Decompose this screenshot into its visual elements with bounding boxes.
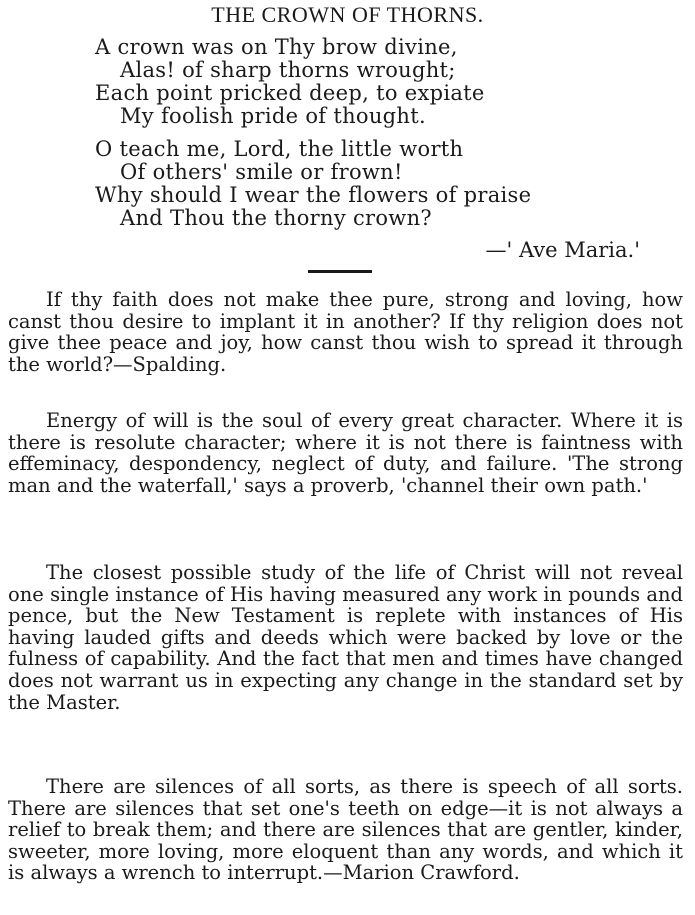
poem-line: Each point pricked deep, to expiate — [95, 81, 485, 105]
poem-line: O teach me, Lord, the little worth — [95, 137, 464, 161]
paragraph-christ — [8, 562, 683, 713]
poem-stanza-1 — [95, 36, 615, 128]
poem-stanza-2 — [95, 138, 615, 230]
poem-line: A crown was on Thy brow divine, — [95, 35, 458, 59]
paragraph-faith — [8, 289, 683, 375]
paragraph-text: Energy of will is the soul of every great character. Where it is there is resolute character; where it is not there is faintness with effeminacy, despondency, neglect of duty, and failure. 'The strong man and the waterfall,' says a proverb, 'channel their own path.' — [8, 409, 683, 497]
paragraph-text: If thy faith does not make thee pure, strong and loving, how canst thou desire to implant it in another? If thy religion does not give thee peace and joy, how canst thou wish to spread it through the world?—Spalding. — [8, 288, 683, 376]
poem-title: THE CROWN OF THORNS. — [211, 2, 484, 27]
poem-line: And Thou the thorny crown? — [120, 206, 432, 230]
poem-line: Alas! of sharp thorns wrought; — [120, 58, 456, 82]
paragraph-text: There are silences of all sorts, as there is speech of all sorts. There are silences that set one's teeth on edge—it is not always a relief to break them; and there are silences that are gentler, kinder, sweeter, more loving, more eloquent than any words, and which it is always a wrench to interrupt.—Marion Crawford. — [8, 775, 683, 885]
poem-line: Why should I wear the flowers of praise — [95, 183, 532, 207]
paragraph-silences — [8, 776, 683, 884]
paragraph-energy — [8, 410, 683, 496]
poem-attribution: —' Ave Maria.' — [485, 238, 640, 262]
poem-line: Of others' smile or frown! — [120, 160, 403, 184]
paragraph-text: The closest possible study of the life of Christ will not reveal one single instance of His having measured any work in pounds and pence, but the New Testament is replete with instances of His having lauded gifts and deeds which were backed by love or the fulness of capability. And the fact that men and times have changed does not warrant us in expecting any change in the standard set by the Master. — [8, 561, 683, 714]
section-divider — [308, 270, 372, 273]
poem-line: My foolish pride of thought. — [120, 104, 426, 128]
